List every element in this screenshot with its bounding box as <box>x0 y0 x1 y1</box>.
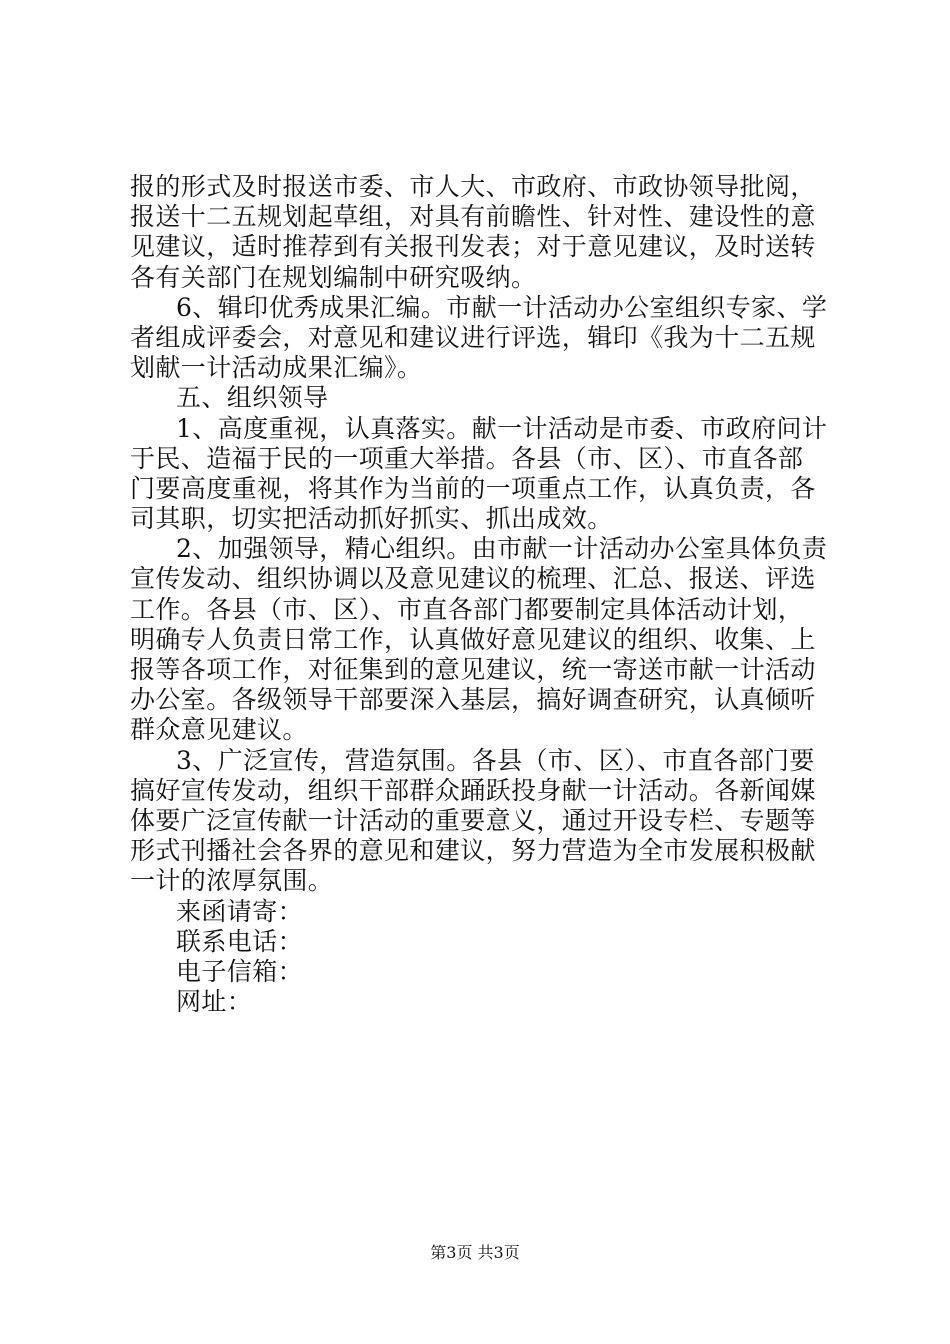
text-line: 搞好宣传发动，组织干部群众踊跃投身献一计活动。各新闻媒 <box>130 775 816 805</box>
text-line: 报送十二五规划起草组，对具有前瞻性、针对性、建设性的意 <box>130 202 816 232</box>
text-line: 五、组织领导 <box>176 383 329 413</box>
text-line: 3、广泛宣传，营造氛围。各县（市、区）、市直各部门要 <box>176 745 815 775</box>
text-line: 工作。各县（市、区）、市直各部门都要制定具体活动计划， <box>130 594 804 624</box>
text-line: 网址： <box>176 987 253 1017</box>
text-line: 报的形式及时报送市委、市人大、市政府、市政协领导批阅， <box>130 172 816 201</box>
text-line: 一计的浓厚氛围。 <box>130 866 334 896</box>
text-line: 群众意见建议。 <box>130 715 308 745</box>
text-line: 门要高度重视，将其作为当前的一项重点工作，认真负责，各 <box>130 473 816 503</box>
page-footer: 第3页 共3页 <box>430 1243 520 1262</box>
text-line: 划献一计活动成果汇编》。 <box>130 353 423 383</box>
text-line: 见建议，适时推荐到有关报刊发表；对于意见建议，及时送转 <box>130 232 816 262</box>
text-line: 联系电话： <box>176 926 304 956</box>
text-line: 2、加强领导，精心组织。由市献一计活动办公室具体负责 <box>176 534 828 564</box>
text-line: 宣传发动、组织协调以及意见建议的梳理、汇总、报送、评选 <box>130 564 816 594</box>
text-line: 司其职，切实把活动抓好抓实、抓出成效。 <box>130 504 613 534</box>
text-line: 各有关部门在规划编制中研究吸纳。 <box>130 262 537 292</box>
text-line: 明确专人负责日常工作，认真做好意见建议的组织、收集、上 <box>130 624 816 654</box>
text-line: 1、高度重视，认真落实。献一计活动是市委、市政府问计 <box>176 413 828 443</box>
document-body <box>130 172 830 1017</box>
text-line: 形式刊播社会各界的意见和建议，努力营造为全市发展积极献 <box>130 836 816 866</box>
text-line: 来函请寄： <box>176 896 304 926</box>
text-line: 办公室。各级领导干部要深入基层，搞好调查研究，认真倾听 <box>130 685 816 715</box>
text-line: 电子信箱： <box>176 956 304 986</box>
text-line: 者组成评委会，对意见和建议进行评选，辑印《我为十二五规 <box>130 322 816 352</box>
text-line: 体要广泛宣传献一计活动的重要意义，通过开设专栏、专题等 <box>130 805 816 835</box>
text-line: 于民、造福于民的一项重大举措。各县（市、区）、市直各部 <box>130 443 804 473</box>
text-line: 6、辑印优秀成果汇编。市献一计活动办公室组织专家、学 <box>176 292 828 322</box>
text-line: 报等各项工作，对征集到的意见建议，统一寄送市献一计活动 <box>130 655 816 684</box>
